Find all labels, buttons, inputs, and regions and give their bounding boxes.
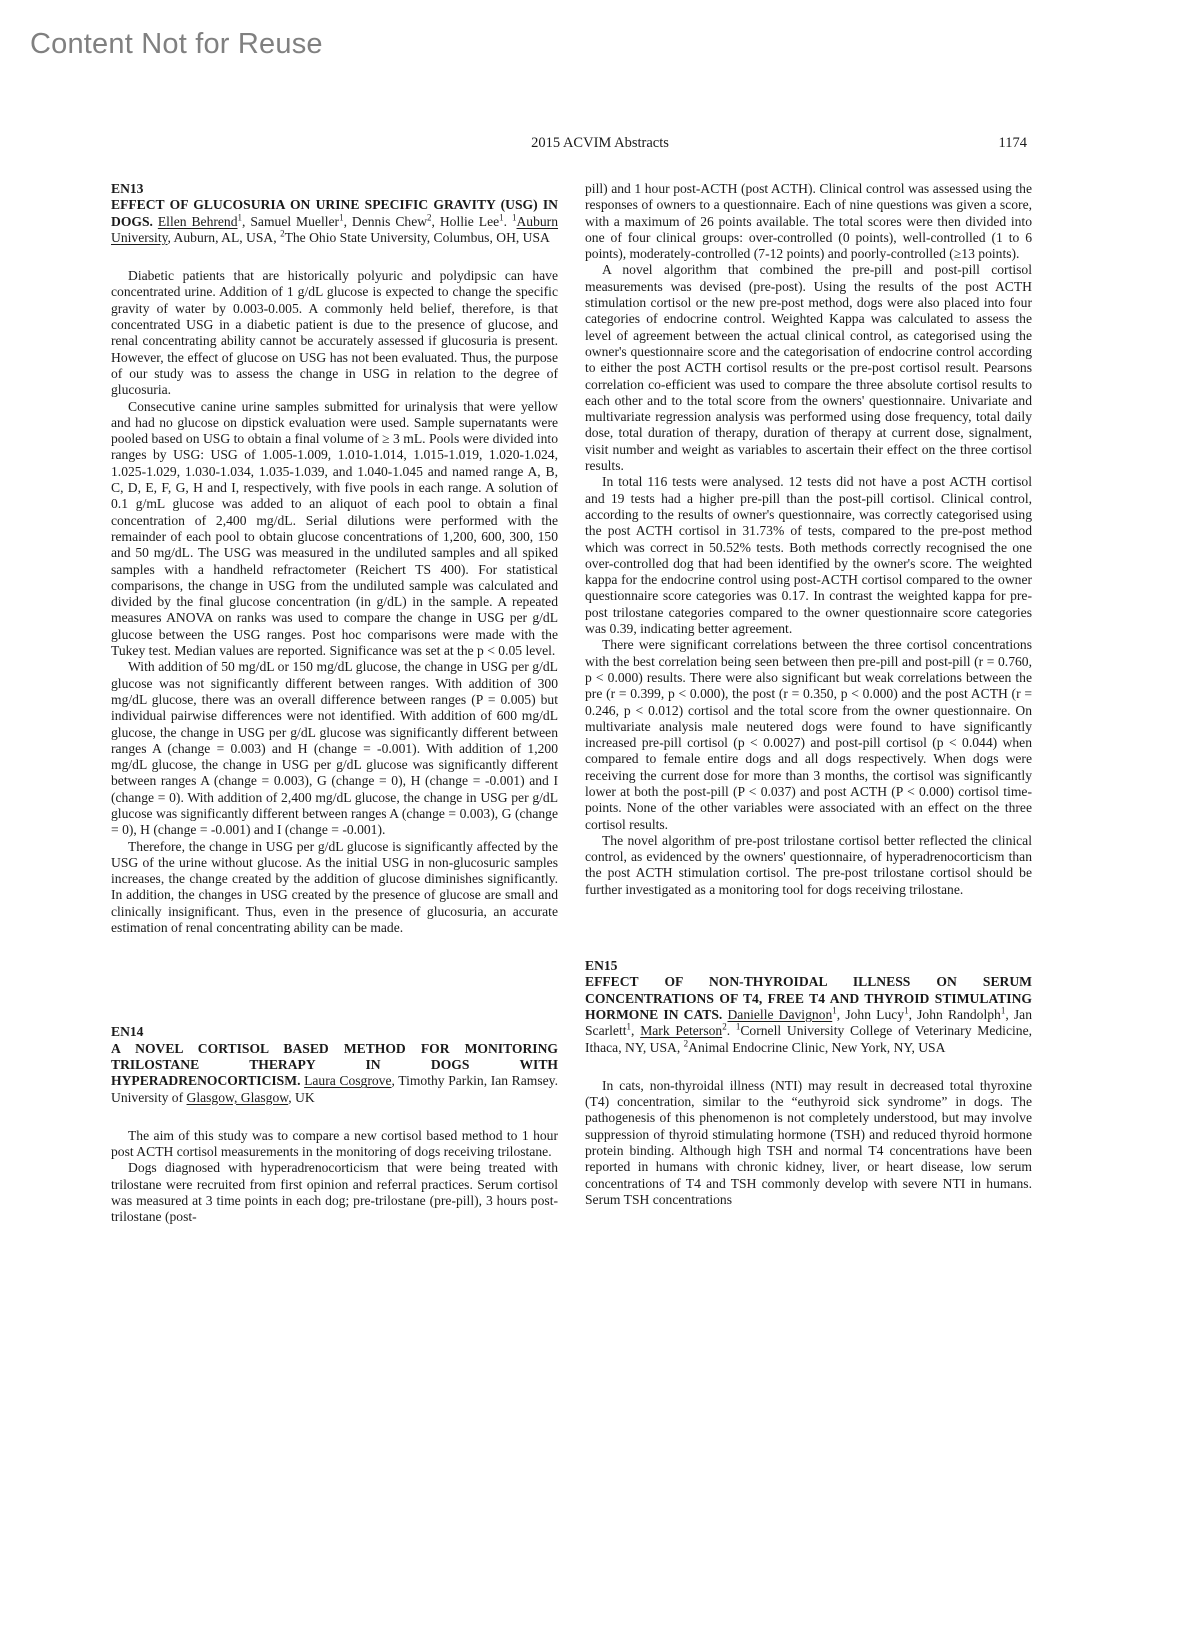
- spacer: [585, 898, 1032, 958]
- en13-affiliation-1-rest: , Auburn, AL, USA,: [167, 229, 281, 245]
- en15-paragraph: In cats, non-thyroidal illness (NTI) may result in decreased total thyroxine (T4) concentration, similar to the “euthyroid sick syndrome” in dogs. The pathogenesis of this phenomenon is not completely understood, but may involve suppression of thyroid stimulating hormone (TSH) and reduced thyroid hormone protein binding. Although high TSH and normal T4 concentrations have been reported in humans with chronic kidney, liver, or heart disease, low serum concentrations of T4 and TSH commonly develop with severe NTI in humans. Serum TSH concentrations: [585, 1077, 1032, 1207]
- en15-author: , Jan Scarlett: [585, 1006, 1032, 1039]
- en15-author-underlined: Mark Peterson: [640, 1023, 723, 1039]
- en13-author: , Samuel Mueller: [242, 213, 340, 229]
- en14-header: [111, 1024, 558, 1105]
- en15-affiliation-2: Animal Endocrine Clinic, New York, NY, USA: [688, 1039, 946, 1055]
- en14-paragraph: A novel algorithm that combined the pre-pill and post-pill cortisol measurements was devised (pre-post). Using the results of the post ACTH stimulation cortisol or the new pre-post method, dogs were also placed into four categories of endocrine control. Weighted Kappa was calculated to assess the level of agreement between the actual clinical control, as categorised using the owner's questionnaire score and the categorisation of endocrine control according to either the post ACTH cortisol results or the pre-post cortisol result. Pearsons correlation co-efficient was used to compare the three absolute cortisol results to each other and to the total score from the owners' questionnaire. Univariate and multivariate regression analysis was performed using dose frequency, total daily dose, total duration of therapy, duration of therapy at current dose, signalment, visit number and weight as variables to ascertain their effect on the three cortisol results.: [585, 262, 1032, 474]
- sup: 1: [339, 212, 344, 223]
- sup: 1: [626, 1021, 632, 1032]
- en14-continuation: pill) and 1 hour post-ACTH (post ACTH). Clinical control was assessed using the responses of owners to a questionnaire. Each of nine questions was given a score, with a maximum of 26 points available. The total scores were then divided into one of four clinical groups: over-controlled (0 points), well-controlled (1 to 6 points), moderately-controlled (7-12 points) and poorly-controlled (≥13 points).: [585, 181, 1032, 262]
- sup: 1: [1000, 1005, 1006, 1016]
- sup: 2: [427, 212, 432, 223]
- en13-affiliation-1: Auburn University: [111, 213, 559, 245]
- en13-paragraph: Consecutive canine urine samples submitted for urinalysis that were yellow and had no glucose on dipstick evaluation were used. Sample supernatants were pooled based on USG to obtain a final volume of ≥ 3 mL. Pools were divided into ranges by USG: USG of 1.005-1.009, 1.010-1.014, 1.015-1.019, 1.020-1.024, 1.025-1.029, 1.030-1.034, 1.035-1.039, and 1.040-1.045 and named range A, B, C, D, E, F, G, H and I, respectively, with five pools in each range. A solution of 0.1 g/mL glucose was added to an aliquot of each pool to obtain a final concentration of 2,400 mg/dL. Serial dilutions were performed with the remainder of each pool to obtain glucose concentrations of 1,200, 600, 300, 150 and 50 mg/dL. The USG was measured in the undiluted samples and all spiked samples with a handheld refractometer (Reichert TS 400). For statistical comparisons, the change in USG from the undiluted sample was calculated and divided by the final glucose concentration (in g/dL) in the sample. A repeated measures ANOVA on ranks was used to compare the change in USG per g/dL glucose between the USG ranges. Post hoc comparisons were made with the Tukey test. Median values are reported. Significance was set at the p < 0.05 level.: [111, 398, 558, 659]
- en13-paragraph: Therefore, the change in USG per g/dL glucose is significantly affected by the USG of the urine without glucose. As the initial USG in non-glucosuric samples increases, the change created by the addition of glucose diminishes significantly. In addition, the changes in USG created by the presence of glucose are small and clinically insignificant. Thus, even in the presence of glucosuria, an accurate estimation of renal concentrating ability can be made.: [111, 838, 558, 936]
- en13-author: , Dennis Chew: [343, 213, 428, 229]
- en15-author: , John Lucy: [836, 1006, 905, 1022]
- en13-affiliation-2: The Ohio State University, Columbus, OH, USA: [284, 229, 550, 245]
- en14-title: A NOVEL CORTISOL BASED METHOD FOR MONITORING TRILOSTANE THERAPY IN DOGS WITH HYPERADRENOCORTICISM.: [111, 1040, 558, 1089]
- page-number: 1174: [998, 135, 1027, 151]
- right-column: [585, 181, 1032, 1208]
- sup: 1: [735, 1021, 741, 1032]
- en13-id: EN13: [111, 181, 144, 196]
- en14-affiliation-rest: , UK: [288, 1089, 315, 1105]
- sup: 2: [280, 228, 285, 239]
- en13-title: EFFECT OF GLUCOSURIA ON URINE SPECIFIC GRAVITY (USG) IN DOGS.: [111, 197, 558, 229]
- en14-paragraph: The aim of this study was to compare a new cortisol based method to 1 hour post ACTH cortisol measurements in the monitoring of dogs receiving trilostane.: [111, 1127, 558, 1160]
- en15-header: [585, 958, 1032, 1056]
- watermark: Content Not for Reuse: [30, 28, 323, 60]
- en15-affiliation-1: Cornell University College of Veterinary Medicine, Ithaca, NY, USA,: [585, 1023, 1032, 1055]
- en13-presenting-author: Ellen Behrend: [157, 213, 238, 229]
- en15-title-authors: EFFECT OF NON-THYROIDAL ILLNESS ON SERUM CONCENTRATIONS OF T4, FREE T4 AND THYROID STIMULATING HORMONE IN CATS. Danielle Davignon$^1$, John Lucy$^1$, John Randolph$^1$, Jan Scarlett$^1$, Mark Peterson$^2$. $^1$Cornell University College of Veterinary Medicine, Ithaca, NY, USA, $^2$Animal Endocrine Clinic, New York, NY, USA: [585, 974, 1032, 1055]
- sup: 1: [904, 1005, 909, 1016]
- sup: 2: [722, 1021, 727, 1032]
- sup: 2: [683, 1038, 689, 1049]
- sup: 1: [237, 212, 243, 223]
- spacer: [111, 936, 558, 1024]
- en14-authors: , Timothy Parkin, Ian Ramsey. University of: [111, 1073, 558, 1105]
- en14-presenting-author: Laura Cosgrove: [304, 1073, 392, 1089]
- sup: 1: [511, 212, 517, 223]
- en14-paragraph: In total 116 tests were analysed. 12 tests did not have a post ACTH cortisol and 19 tests had a higher pre-pill than the post-pill cortisol. Clinical control, according to the results of owner's questionnaire, was correctly categorised using the post ACTH cortisol in 31.73% of tests, compared to the pre-post method which was correct in 50.52% tests. Both methods correctly recognised the one over-controlled dog that had been identified by the owner's score. The weighted kappa for the endocrine control using post-ACTH cortisol compared to the owner questionnaire score categories was 0.17. In contrast the weighted kappa for pre-post trilostane categories compared to the owner questionnaire score categories was 0.39, indicating better agreement.: [585, 474, 1032, 637]
- en13-paragraph: Diabetic patients that are historically polyuric and polydipsic can have concentrated urine. Addition of 1 g/dL glucose is expected to change the specific gravity of water by 0.003-0.005. A commonly held belief, therefore, is that concentrated USG in a diabetic patient is due to the presence of glucose, and renal concentrating ability cannot be accurately assessed if glucosuria is present. However, the effect of glucose on USG has not been evaluated. Thus, the purpose of our study was to assess the change in USG in relation to the degree of glucosuria.: [111, 268, 558, 398]
- en14-id: EN14: [111, 1024, 144, 1040]
- en14-title-authors: [111, 1041, 558, 1106]
- en14-paragraph: The novel algorithm of pre-post trilostane cortisol better reflected the clinical control, as evidenced by the owners' questionnaire, of hyperadrenocorticism than the post ACTH stimulation cortisol. The pre-post trilostane cortisol should be further investigated as a monitoring tool for dogs receiving trilostane.: [585, 832, 1032, 897]
- en15-id: EN15: [585, 958, 618, 974]
- en14-paragraph: Dogs diagnosed with hyperadrenocorticism that were being treated with trilostane were recruited from first opinion and referral practices. Serum cortisol was measured at 3 time points in each dog; pre-trilostane (pre-pill), 3 hours post-trilostane (post-: [111, 1160, 558, 1225]
- en15-author: , John Randolph: [908, 1006, 1001, 1022]
- en13-header: [111, 181, 558, 246]
- sup: 1: [499, 212, 504, 223]
- en13-paragraph: With addition of 50 mg/dL or 150 mg/dL glucose, the change in USG per g/dL glucose was not significantly different between ranges. With addition of 300 mg/dL glucose, there was an overall difference between ranges (P = 0.005) but individual pairwise differences were not identified. With addition of 600 mg/dL glucose, the change in USG per g/dL glucose was significantly different between ranges A (change = 0.003) and H (change = -0.001). With addition of 1,200 mg/dL glucose, the change in USG per g/dL glucose was significantly different between ranges A (change = 0.003), G (change = 0), H (change = -0.001) and I (change = 0). With addition of 2,400 mg/dL glucose, the change in USG per g/dL glucose was significantly different between ranges A (change = 0.003), G (change = 0), H (change = -0.001) and I (change = -0.001).: [111, 659, 558, 838]
- en14-affiliation: Glasgow, Glasgow: [186, 1089, 289, 1105]
- en13-author: , Hollie Lee: [431, 213, 500, 229]
- en14-paragraph: There were significant correlations between the three cortisol concentrations with the best correlation being seen between then pre-pill and post-pill (r = 0.760, p < 0.000) results. There were also significant but weak correlations between the pre (r = 0.399, p < 0.000), the post (r = 0.350, p < 0.000) and the post ACTH (r = 0.246, p < 0.012) cortisol and the total score from the owner questionnaire. On multivariate analysis male neutered dogs were found to have significantly increased pre-pill cortisol (p < 0.0027) and post-pill cortisol (p < 0.044) when compared to female entire dogs and all dogs respectively. When dogs were receiving the current dose for more than 3 months, the cortisol was significantly lower at both the post-pill (P < 0.037) and post ACTH (P < 0.000) cortisol time-points. None of the other variables were associated with an effect on the three cortisol results.: [585, 637, 1032, 832]
- left-column: [111, 181, 558, 1226]
- journal-title: 2015 ACVIM Abstracts: [531, 135, 669, 151]
- en13-title-authors: EFFECT OF GLUCOSURIA ON URINE SPECIFIC GRAVITY (USG) IN DOGS. Ellen Behrend$^1$, Samuel Mueller$^1$, Dennis Chew$^2$, Hollie Lee$^1$. $^1$Auburn University, Auburn, AL, USA, $^2$The Ohio State University, Columbus, OH, USA: [111, 197, 559, 245]
- en15-title: EFFECT OF NON-THYROIDAL ILLNESS ON SERUM CONCENTRATIONS OF T4, FREE T4 AND THYROID STIMULATING HORMONE IN CATS.: [585, 974, 1032, 1022]
- running-head: [0, 135, 1200, 155]
- en15-presenting-author: Danielle Davignon: [727, 1006, 833, 1022]
- sup: 1: [832, 1005, 837, 1016]
